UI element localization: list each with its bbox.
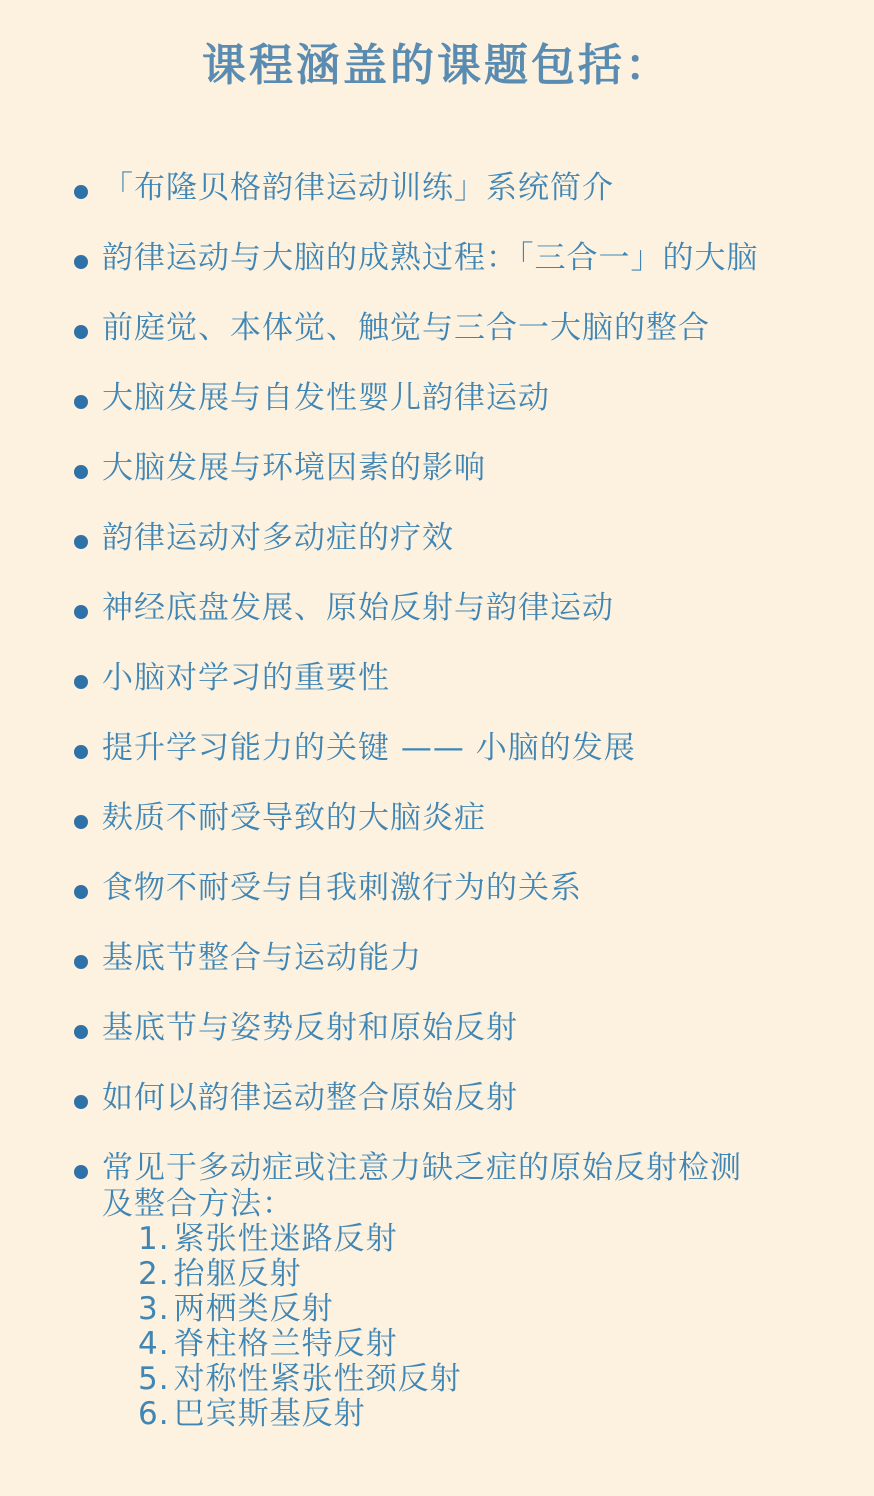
bullet-icon xyxy=(74,1165,88,1179)
topic-list xyxy=(72,170,772,1466)
bullet-icon xyxy=(74,465,88,479)
list-item-text: 神经底盘发展、原始反射与韵律运动 xyxy=(102,590,614,626)
bullet-icon xyxy=(74,535,88,549)
list-item xyxy=(72,520,772,556)
list-item-text: 常见于多动症或注意力缺乏症的原始反射检测及整合方法： xyxy=(102,1150,742,1222)
bullet-icon xyxy=(74,255,88,269)
list-item xyxy=(72,1010,772,1046)
list-item xyxy=(72,450,772,486)
list-item xyxy=(72,310,772,346)
list-item-text: 韵律运动对多动症的疗效 xyxy=(102,520,454,556)
list-item-text: 大脑发展与环境因素的影响 xyxy=(102,450,486,486)
sub-list-item xyxy=(138,1362,772,1397)
sub-item-text: 对称性紧张性颈反射 xyxy=(173,1361,462,1397)
bullet-icon xyxy=(74,885,88,899)
list-item xyxy=(72,800,772,836)
bullet-icon xyxy=(74,185,88,199)
list-item-text: 大脑发展与自发性婴儿韵律运动 xyxy=(102,380,550,416)
list-item-text: 麸质不耐受导致的大脑炎症 xyxy=(102,800,486,836)
sub-item-text: 脊柱格兰特反射 xyxy=(173,1326,398,1362)
bullet-icon xyxy=(74,1025,88,1039)
list-item xyxy=(72,170,772,206)
bullet-icon xyxy=(74,395,88,409)
list-item xyxy=(72,660,772,696)
sub-item-text: 抬躯反射 xyxy=(173,1256,302,1292)
list-item xyxy=(72,590,772,626)
sub-list-item xyxy=(138,1327,772,1362)
reflex-sub-list xyxy=(102,1222,772,1432)
bullet-icon xyxy=(74,815,88,829)
sub-list-item xyxy=(138,1222,772,1257)
sub-item-number: 4. xyxy=(138,1326,170,1362)
sub-list-item xyxy=(138,1257,772,1292)
sub-item-text: 紧张性迷路反射 xyxy=(173,1221,398,1257)
page-title: 课程涵盖的课题包括： xyxy=(202,40,672,91)
sub-item-text: 巴宾斯基反射 xyxy=(173,1396,366,1432)
list-item-text: 小脑对学习的重要性 xyxy=(102,660,390,696)
sub-item-number: 6. xyxy=(138,1396,170,1432)
list-item xyxy=(72,240,772,276)
sub-item-number: 1. xyxy=(138,1221,170,1257)
bullet-icon xyxy=(74,325,88,339)
list-item-text: 韵律运动与大脑的成熟过程：「三合一」的大脑 xyxy=(102,240,759,276)
sub-item-text: 两栖类反射 xyxy=(173,1291,334,1327)
list-item xyxy=(72,1080,772,1116)
bullet-icon xyxy=(74,1095,88,1109)
list-item-text: 基底节整合与运动能力 xyxy=(102,940,422,976)
sub-item-number: 5. xyxy=(138,1361,170,1397)
list-item xyxy=(72,870,772,906)
list-item xyxy=(72,380,772,416)
list-item-text: 提升学习能力的关键 —— 小脑的发展 xyxy=(102,730,636,766)
list-item-text: 「布隆贝格韵律运动训练」系统简介 xyxy=(102,170,614,206)
list-item-text: 如何以韵律运动整合原始反射 xyxy=(102,1080,518,1116)
bullet-icon xyxy=(74,605,88,619)
sub-item-number: 2. xyxy=(138,1256,170,1292)
bullet-icon xyxy=(74,955,88,969)
list-item xyxy=(72,940,772,976)
bullet-icon xyxy=(74,745,88,759)
list-item-text: 食物不耐受与自我刺激行为的关系 xyxy=(102,870,582,906)
sub-list-item xyxy=(138,1397,772,1432)
sub-item-number: 3. xyxy=(138,1291,170,1327)
list-item-text: 前庭觉、本体觉、触觉与三合一大脑的整合 xyxy=(102,310,710,346)
list-item xyxy=(72,730,772,766)
list-item xyxy=(72,1150,772,1432)
sub-list-item xyxy=(138,1292,772,1327)
bullet-icon xyxy=(74,675,88,689)
list-item-text: 基底节与姿势反射和原始反射 xyxy=(102,1010,518,1046)
